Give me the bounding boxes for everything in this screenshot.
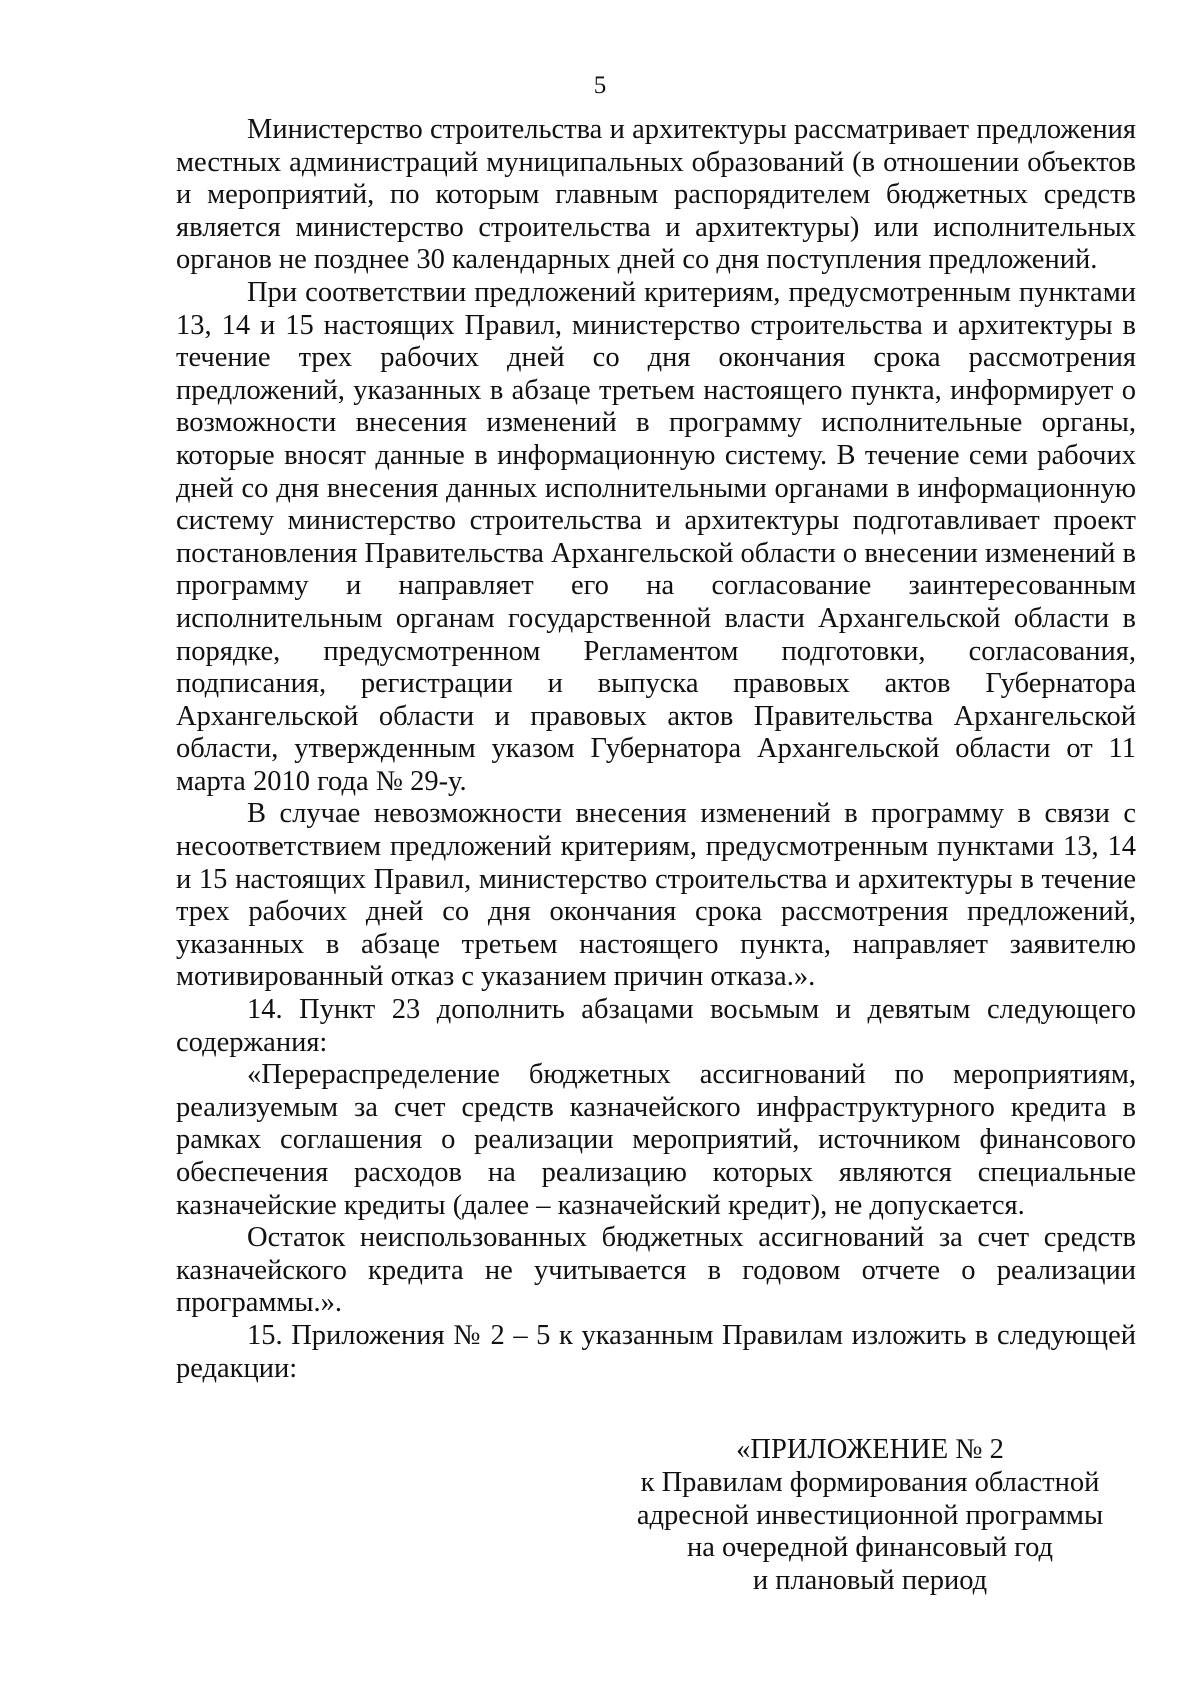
appendix-title: «ПРИЛОЖЕНИЕ № 2	[736, 1434, 1004, 1465]
paragraph-unused-allocations: Остаток неиспользованных бюджетных ассигнований за счет средств казначейского кредита не учитывается в годовом отчете о реализации программы.».	[176, 1222, 1136, 1319]
appendix-line: к Правилам формирования областной	[640, 1466, 1100, 1498]
appendix-line: на очередной финансовый год	[686, 1532, 1054, 1564]
document-body	[176, 114, 1136, 1385]
paragraph-ministry-review: Министерство строительства и архитектуры рассматривает предложения местных администраций муниципальных образований (в отношении объектов и мероприятий, по которым главным распорядителем бюджетных средств является министерство строительства и архитектуры) или исполнительных органов не позднее 30 календарных дней со дня поступления предложений.	[176, 114, 1136, 276]
page-number: 5	[593, 72, 607, 99]
paragraph-criteria-compliance: При соответствии предложений критериям, предусмотренным пунктами 13, 14 и 15 настоящих Правил, министерство строительства и архитектуры в течение трех рабочих дней со дня окончания срока рассмотрения предложений, указанных в абзаце третьем настоящего пункта, информирует о возможности внесения изменений в программу исполнительные органы, которые вносят данные в информационную систему. В течение семи рабочих дней со дня внесения данных исполнительными органами в информационную систему министерство строительства и архитектуры подготавливает проект постановления Правительства Архангельской области о внесении изменений в программу и направляет его на согласование заинтересованным исполнительным органам государственной власти Архангельской области в порядке, предусмотренном Регламентом подготовки, согласования, подписания, регистрации и выпуска правовых актов Губернатора Архангельской области и правовых актов Правительства Архангельской области, утвержденным указом Губернатора Архангельской области от 11 марта 2010 года № 29-у.	[176, 276, 1136, 797]
appendix-line: и плановый период	[752, 1565, 988, 1597]
paragraph-reallocation: «Перераспределение бюджетных ассигнований по мероприятиям, реализуемым за счет средств казначейского инфраструктурного кредита в рамках соглашения о реализации мероприятий, источником финансового обеспечения расходов на реализацию которых являются специальные казначейские кредиты (далее – казначейский кредит), не допускается.	[176, 1059, 1136, 1221]
appendix-line: адресной инвестиционной программы	[636, 1499, 1104, 1531]
paragraph-item-15: 15. Приложения № 2 – 5 к указанным Правилам изложить в следующей редакции:	[176, 1319, 1136, 1384]
paragraph-item-14: 14. Пункт 23 дополнить абзацами восьмым и девятым следующего содержания:	[176, 994, 1136, 1058]
paragraph-refusal: В случае невозможности внесения изменений в программу в связи с несоответствием предложений критериям, предусмотренным пунктами 13, 14 и 15 настоящих Правил, министерство строительства и архитектуры в течение трех рабочих дней со дня окончания срока рассмотрения предложений, указанных в абзаце третьем настоящего пункта, направляет заявителю мотивированный отказ с указанием причин отказа.».	[176, 798, 1136, 993]
appendix-header	[600, 1434, 1140, 1598]
